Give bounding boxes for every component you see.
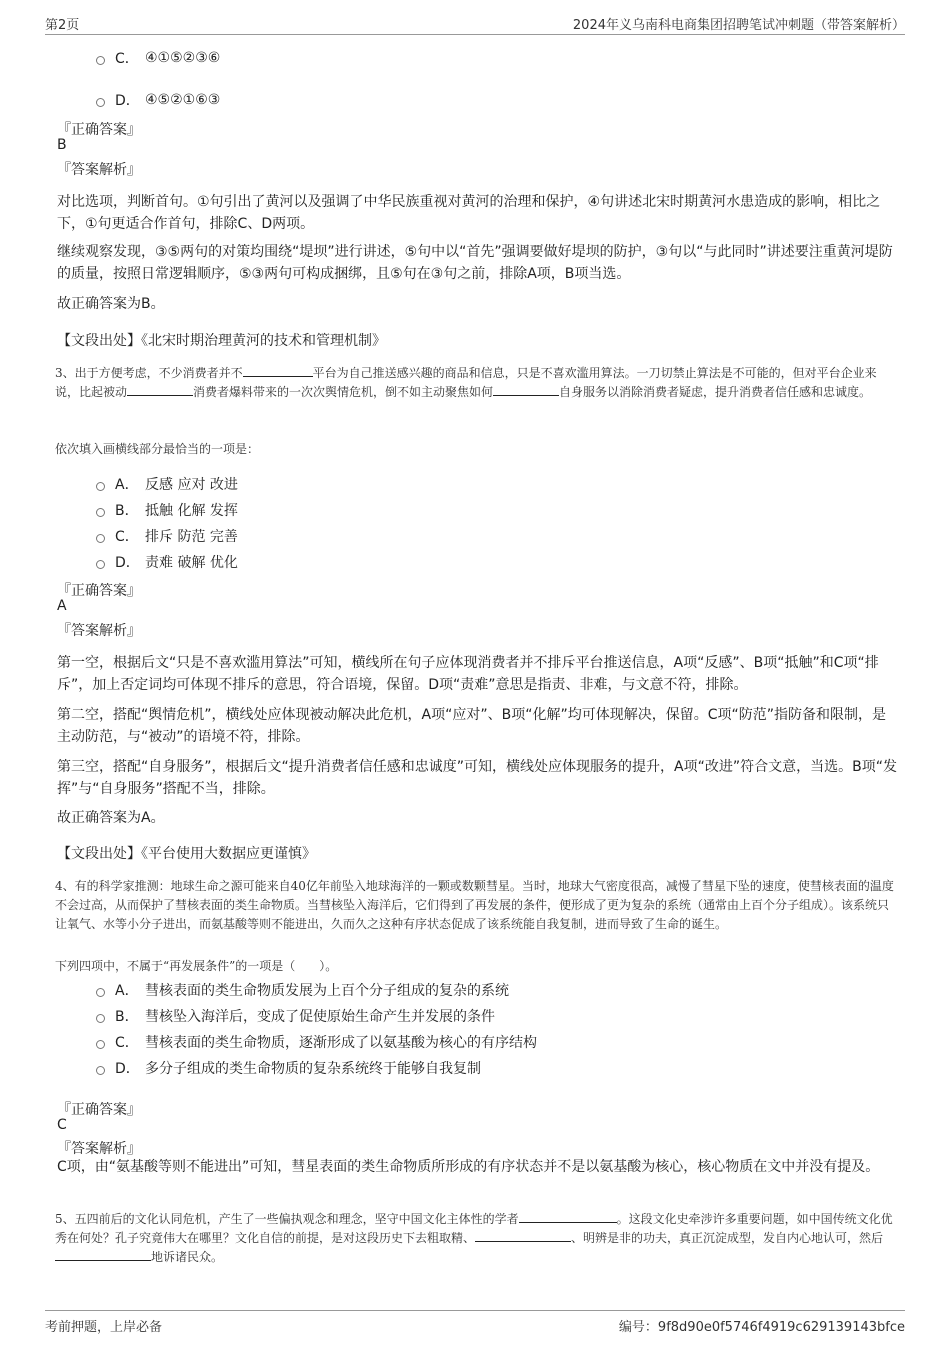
- q2-source: 【文段出处】《北宋时期治理黄河的技术和管理机制》: [57, 333, 386, 349]
- radio-icon[interactable]: [96, 56, 105, 65]
- q3-analysis-p2: 第二空，搭配“舆情危机”，横线处应体现被动解决此危机，A项“应对”、B项“化解”均可体现解决，保留。C项“防范”指防备和限制，是主动防范，与“被动”的语境不符，排除。: [57, 707, 886, 745]
- q3-prompt: 依次填入画横线部分最恰当的一项是：: [55, 442, 260, 456]
- page-header: [45, 12, 905, 35]
- blank-line: [55, 1248, 151, 1261]
- blank-line: [519, 1210, 617, 1223]
- q3-stem: 3、出于方便考虑，不少消费者并不 平台为自己推送感兴趣的商品和信息，只是不喜欢滥用算法。一刀切禁止算法是不可能的，但对平台企业来说，比起被动 消费者爆料带来的一次次舆情危机，倒不如主动聚焦如何 自身服务以消除消费者疑虑，提升消费者信任感和忠诚度。: [55, 366, 877, 399]
- footer-slogan: 考前押题，上岸必备: [45, 1320, 163, 1335]
- q5-stem: 5、五四前后的文化认同危机，产生了一些偏执观念和理念，坚守中国文化主体性的学者 。这段文化史牵涉许多重要问题，如中国传统文化优秀在何处？孔子究竟伟大在哪里？文化自信的前提，是对这段历史下去粗取精、 、明辨是非的功夫，真正沉淀成型，发自内心地认可，然后地诉诸民众。: [55, 1212, 893, 1264]
- blank-line: [493, 383, 559, 396]
- q4-stem: 4、有的科学家推测：地球生命之源可能来自40亿年前坠入地球海洋的一颗或数颗彗星。当时，地球大气密度很高，减慢了彗星下坠的速度，使彗核表面的温度不会过高，从而保护了彗核表面的类生命物质。当彗核坠入海洋后，它们得到了再发展的条件，便形成了更为复杂的系统（通常由上百个分子组成）。该系统只让氧气、水等小分子进出，而氨基酸等则不能进出，久而久之这种有序状态促成了该系统能自我复制，进而导致了生命的诞生。: [55, 879, 894, 931]
- page-number: 第2页: [45, 18, 80, 33]
- q3-option-d[interactable]: D． 责难 破解 优化: [96, 552, 238, 572]
- radio-icon[interactable]: [96, 482, 105, 491]
- q2-answer: B: [57, 137, 67, 153]
- q4-answer: C: [57, 1117, 67, 1133]
- blank-line: [475, 1229, 571, 1242]
- q2-answer-label: 『正确答案』: [57, 122, 141, 138]
- blank-line: [243, 364, 313, 377]
- radio-icon[interactable]: [96, 560, 105, 569]
- radio-icon[interactable]: [96, 988, 105, 997]
- radio-icon[interactable]: [96, 534, 105, 543]
- q4-option-d[interactable]: D． 多分子组成的类生命物质的复杂系统终于能够自我复制: [96, 1058, 481, 1078]
- q3-analysis-label: 『答案解析』: [57, 623, 141, 639]
- radio-icon[interactable]: [96, 98, 105, 107]
- q3-source: 【文段出处】《平台使用大数据应更谨慎》: [57, 846, 316, 862]
- blank-line: [127, 383, 193, 396]
- q4-analysis: C项，由“氨基酸等则不能进出”可知，彗星表面的类生命物质所形成的有序状态并不是以氨基酸为核心，核心物质在文中并没有提及。: [57, 1159, 880, 1175]
- q4-option-c[interactable]: C． 彗核表面的类生命物质，逐渐形成了以氨基酸为核心的有序结构: [96, 1032, 537, 1052]
- radio-icon[interactable]: [96, 508, 105, 517]
- q4-prompt: 下列四项中，不属于“再发展条件”的一项是（ ）。: [55, 959, 338, 973]
- document-id: 编号：9f8d90e0f5746f4919c629139143bfce: [618, 1320, 905, 1335]
- q2-analysis-label: 『答案解析』: [57, 162, 141, 178]
- q2-analysis-p2: 继续观察发现，③⑤两句的对策均围绕“堤坝”进行讲述，⑤句中以“首先”强调要做好堤坝的防护，③句以“与此同时”讲述要注重黄河堤防的质量，按照日常逻辑顺序，⑤③两句可构成捆绑，且⑤句在③句之前，排除A项，B项当选。: [57, 244, 893, 282]
- q2-analysis-p1: 对比选项，判断首句。①句引出了黄河以及强调了中华民族重视对黄河的治理和保护，④句讲述北宋时期黄河水患造成的影响，相比之下，①句更适合作首句，排除C、D两项。: [57, 194, 881, 232]
- q2-option-d[interactable]: D． ④⑤②①⑥③: [96, 90, 220, 110]
- q3-answer: A: [57, 598, 67, 614]
- q3-option-c[interactable]: C． 排斥 防范 完善: [96, 526, 238, 546]
- q4-answer-label: 『正确答案』: [57, 1102, 141, 1118]
- q2-analysis-p3: 故正确答案为B。: [57, 296, 165, 312]
- q4-option-b[interactable]: B． 彗核坠入海洋后，变成了促使原始生命产生并发展的条件: [96, 1006, 495, 1026]
- q4-analysis-label: 『答案解析』: [57, 1141, 141, 1157]
- q3-analysis-p3: 第三空，搭配“自身服务”，根据后文“提升消费者信任感和忠诚度”可知，横线处应体现服务的提升，A项“改进”符合文意，当选。B项“发挥”与“自身服务”搭配不当，排除。: [57, 759, 897, 797]
- q4-option-a[interactable]: A． 彗核表面的类生命物质发展为上百个分子组成的复杂的系统: [96, 980, 509, 1000]
- q3-analysis-p1: 第一空，根据后文“只是不喜欢滥用算法”可知，横线所在句子应体现消费者并不排斥平台推送信息，A项“反感”、B项“抵触”和C项“排斥”，加上否定词均可体现不排斥的意思，符合语境，保留。D项“责难”意思是指责、非难，与文意不符，排除。: [57, 655, 879, 693]
- radio-icon[interactable]: [96, 1014, 105, 1023]
- q3-option-b[interactable]: B． 抵触 化解 发挥: [96, 500, 238, 520]
- document-title: 2024年义乌南科电商集团招聘笔试冲刺题（带答案解析）: [572, 18, 905, 33]
- q3-analysis-p4: 故正确答案为A。: [57, 810, 165, 826]
- radio-icon[interactable]: [96, 1040, 105, 1049]
- q3-answer-label: 『正确答案』: [57, 583, 141, 599]
- page-footer: [45, 1310, 905, 1335]
- q2-option-c[interactable]: C． ④①⑤②③⑥: [96, 48, 220, 68]
- q3-option-a[interactable]: A． 反感 应对 改进: [96, 474, 238, 494]
- radio-icon[interactable]: [96, 1066, 105, 1075]
